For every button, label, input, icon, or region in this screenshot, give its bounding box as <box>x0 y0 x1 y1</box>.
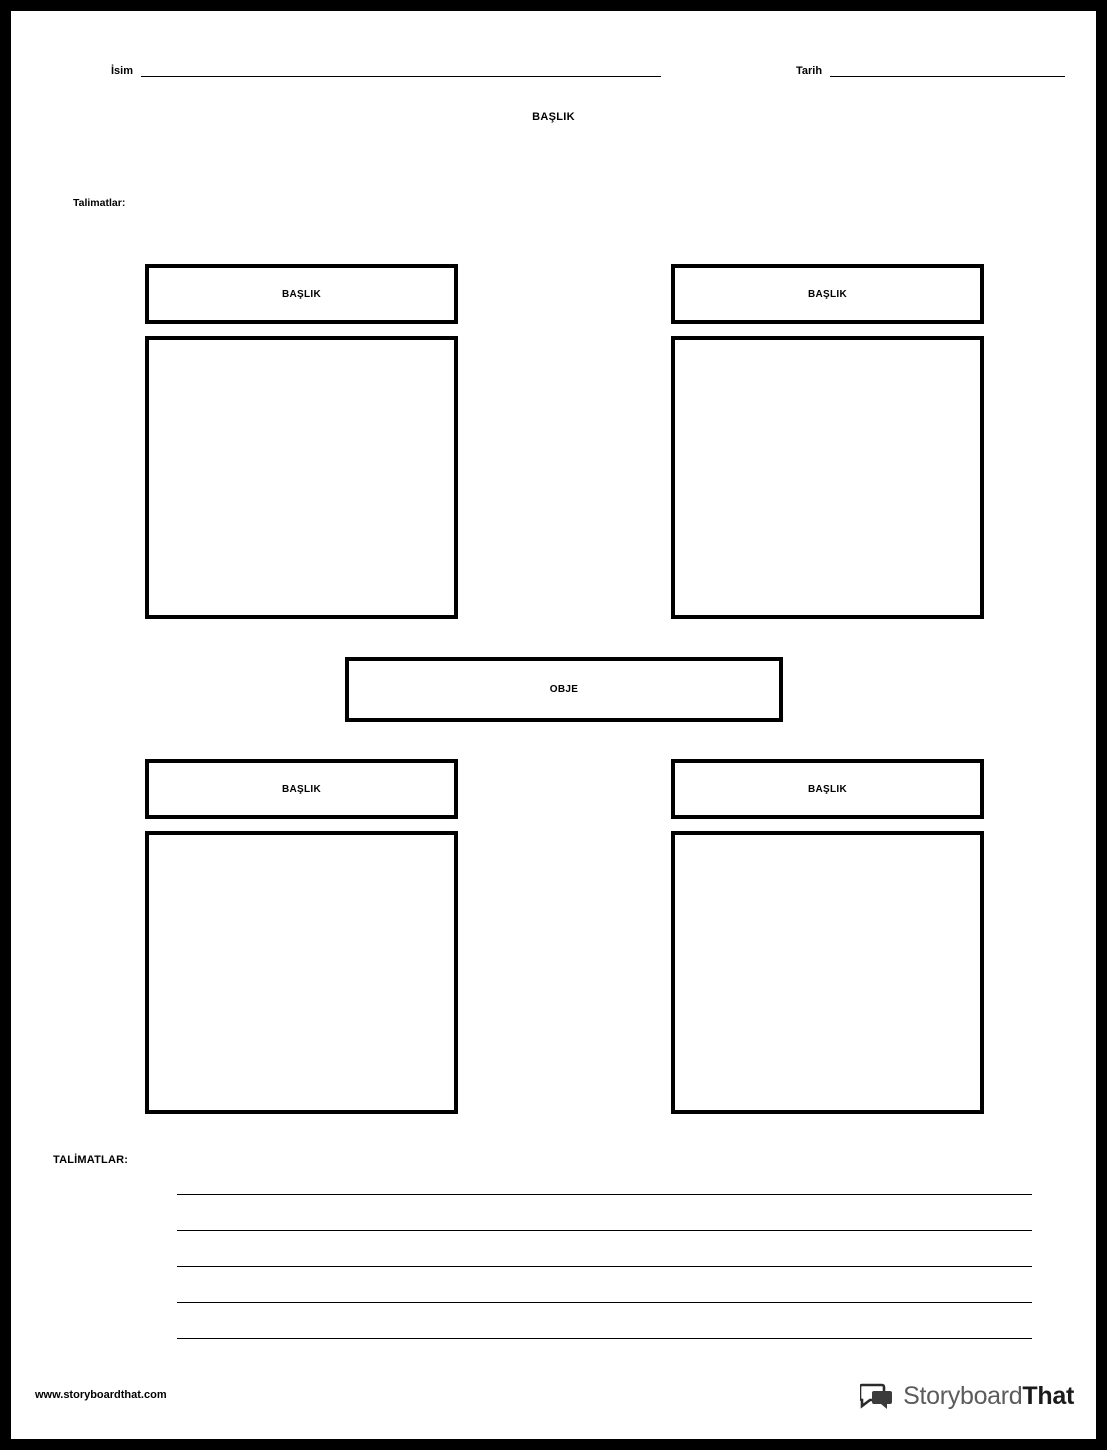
writing-line[interactable] <box>177 1231 1032 1267</box>
instructions-top-label: Talimatlar: <box>73 197 126 209</box>
date-label: Tarih <box>796 65 823 77</box>
date-input-line[interactable] <box>830 63 1065 77</box>
brand-second: That <box>1022 1382 1074 1410</box>
bottom-right-title-box[interactable]: BAŞLIK <box>671 759 984 819</box>
page-title: BAŞLIK <box>532 111 575 123</box>
footer-brand <box>860 1382 1074 1411</box>
bottom-right-drawing-box[interactable] <box>671 831 984 1114</box>
brand-wordmark <box>903 1382 1074 1411</box>
top-left-title-box[interactable]: BAŞLIK <box>145 264 458 324</box>
writing-line[interactable] <box>177 1195 1032 1231</box>
writing-line[interactable] <box>177 1303 1032 1339</box>
worksheet-inner <box>11 11 1096 1439</box>
footer-url[interactable]: www.storyboardthat.com <box>35 1389 167 1401</box>
top-left-drawing-box[interactable] <box>145 336 458 619</box>
top-right-title-box[interactable]: BAŞLIK <box>671 264 984 324</box>
speech-bubble-icon <box>860 1383 894 1410</box>
writing-lines[interactable] <box>177 1159 1032 1339</box>
center-object-title-box[interactable]: OBJE <box>345 657 783 722</box>
bottom-left-drawing-box[interactable] <box>145 831 458 1114</box>
instructions-bottom-label: TALİMATLAR: <box>53 1154 129 1166</box>
writing-line[interactable] <box>177 1267 1032 1303</box>
bottom-left-title-box[interactable]: BAŞLIK <box>145 759 458 819</box>
brand-first: Storyboard <box>903 1382 1023 1410</box>
name-field[interactable] <box>111 63 661 77</box>
header-fields <box>91 63 1046 87</box>
name-label: İsim <box>111 65 134 77</box>
date-field[interactable] <box>796 63 1065 77</box>
top-right-drawing-box[interactable] <box>671 336 984 619</box>
writing-line[interactable] <box>177 1159 1032 1195</box>
name-input-line[interactable] <box>141 63 661 77</box>
